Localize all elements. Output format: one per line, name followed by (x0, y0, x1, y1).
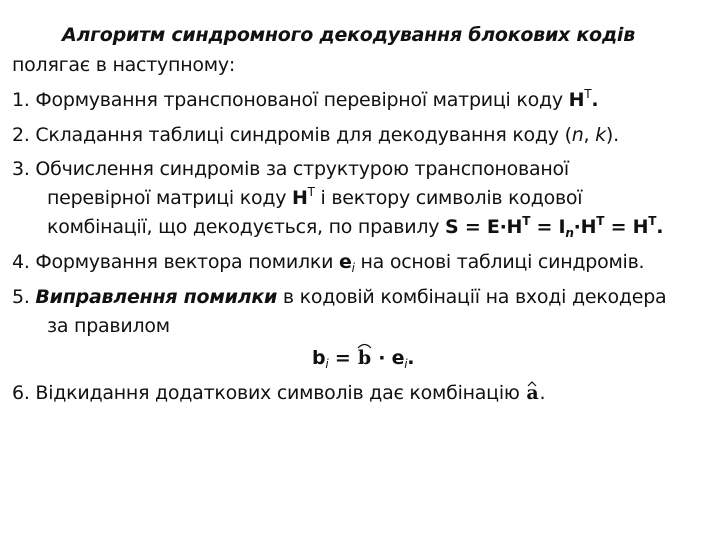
step-4-e: e (338, 251, 352, 273)
step-6-text: 6. Відкидання додаткових символів дає комбінацію (12, 382, 526, 404)
step-2-n: n (571, 124, 584, 146)
formula-S: S = E·H (445, 216, 523, 238)
correction-i2: i (404, 357, 408, 371)
correction-e: e (391, 347, 405, 369)
a-hat-symbol (525, 380, 539, 406)
step-6-end: . (539, 382, 546, 404)
heading (62, 22, 635, 48)
formula-dotH: ·H (573, 216, 597, 238)
correction-formula (312, 345, 414, 371)
step-5-rest: в кодовій комбінації на вході декодера (277, 286, 667, 308)
correction-dot: · (371, 347, 392, 369)
caret-hat-icon (527, 381, 537, 387)
step-2-text: 2. Складання таблиці синдромів для декодування коду ( (12, 124, 572, 146)
correction-bhat: b (357, 347, 371, 369)
step-3-T: Т (307, 185, 315, 199)
correction-end: . (407, 347, 415, 369)
step-5-number: 5. (12, 286, 36, 308)
formula-n: n (565, 226, 574, 240)
syndrome-formula (445, 216, 663, 238)
formula-end: . (656, 216, 664, 238)
step-3-H: H (292, 187, 308, 209)
heading-continuation-text: полягає в наступному: (12, 54, 235, 76)
step-1-end: . (591, 89, 599, 111)
step-2-end: ). (605, 124, 619, 146)
arc-hat-icon (357, 341, 372, 349)
step-4-i: i (351, 261, 355, 275)
step-5-line-1 (12, 284, 666, 310)
step-5-line-2-text: за правилом (47, 315, 170, 337)
formula-T1: Т (522, 214, 531, 228)
step-6 (12, 380, 545, 406)
step-5-emph: Виправлення помилки (35, 286, 278, 308)
step-1-H: H (568, 89, 585, 111)
correction-i: i (325, 357, 329, 371)
step-3-line-3-a: комбінації, що декодується, по правилу (47, 216, 446, 238)
step-3-line-1-text: 3. Обчислення синдромів за структурою транспонованої (12, 158, 569, 180)
formula-eq1: = I (530, 216, 566, 238)
heading-continuation (12, 52, 235, 78)
formula-T2: Т (596, 214, 605, 228)
step-3-line-3 (47, 214, 663, 240)
step-6-ahat: a (526, 382, 539, 404)
step-3-line-2-b: і вектору символів кодової (314, 187, 583, 209)
heading-text: Алгоритм синдромного декодування блокових кодів (62, 24, 635, 46)
step-2-k: k (595, 124, 606, 146)
formula-T3: Т (648, 214, 657, 228)
formula-eq2: = H (604, 216, 649, 238)
step-3-line-2 (47, 185, 582, 211)
step-1-T: Т (584, 87, 592, 101)
step-2 (12, 122, 619, 148)
step-1 (12, 87, 598, 113)
correction-eq: = (328, 347, 357, 369)
correction-b: b (312, 347, 326, 369)
step-4 (12, 249, 644, 275)
step-3-line-2-a: перевірної матриці коду (47, 187, 292, 209)
step-5-line-2 (47, 313, 170, 339)
step-2-comma: , (583, 124, 596, 146)
step-4-text: 4. Формування вектора помилки (12, 251, 339, 273)
step-4-rest: на основі таблиці синдромів. (354, 251, 645, 273)
step-1-text: 1. Формування транспонованої перевірної матриці коду (12, 89, 569, 111)
b-hat-symbol (357, 345, 372, 371)
step-3-line-1 (12, 156, 569, 182)
